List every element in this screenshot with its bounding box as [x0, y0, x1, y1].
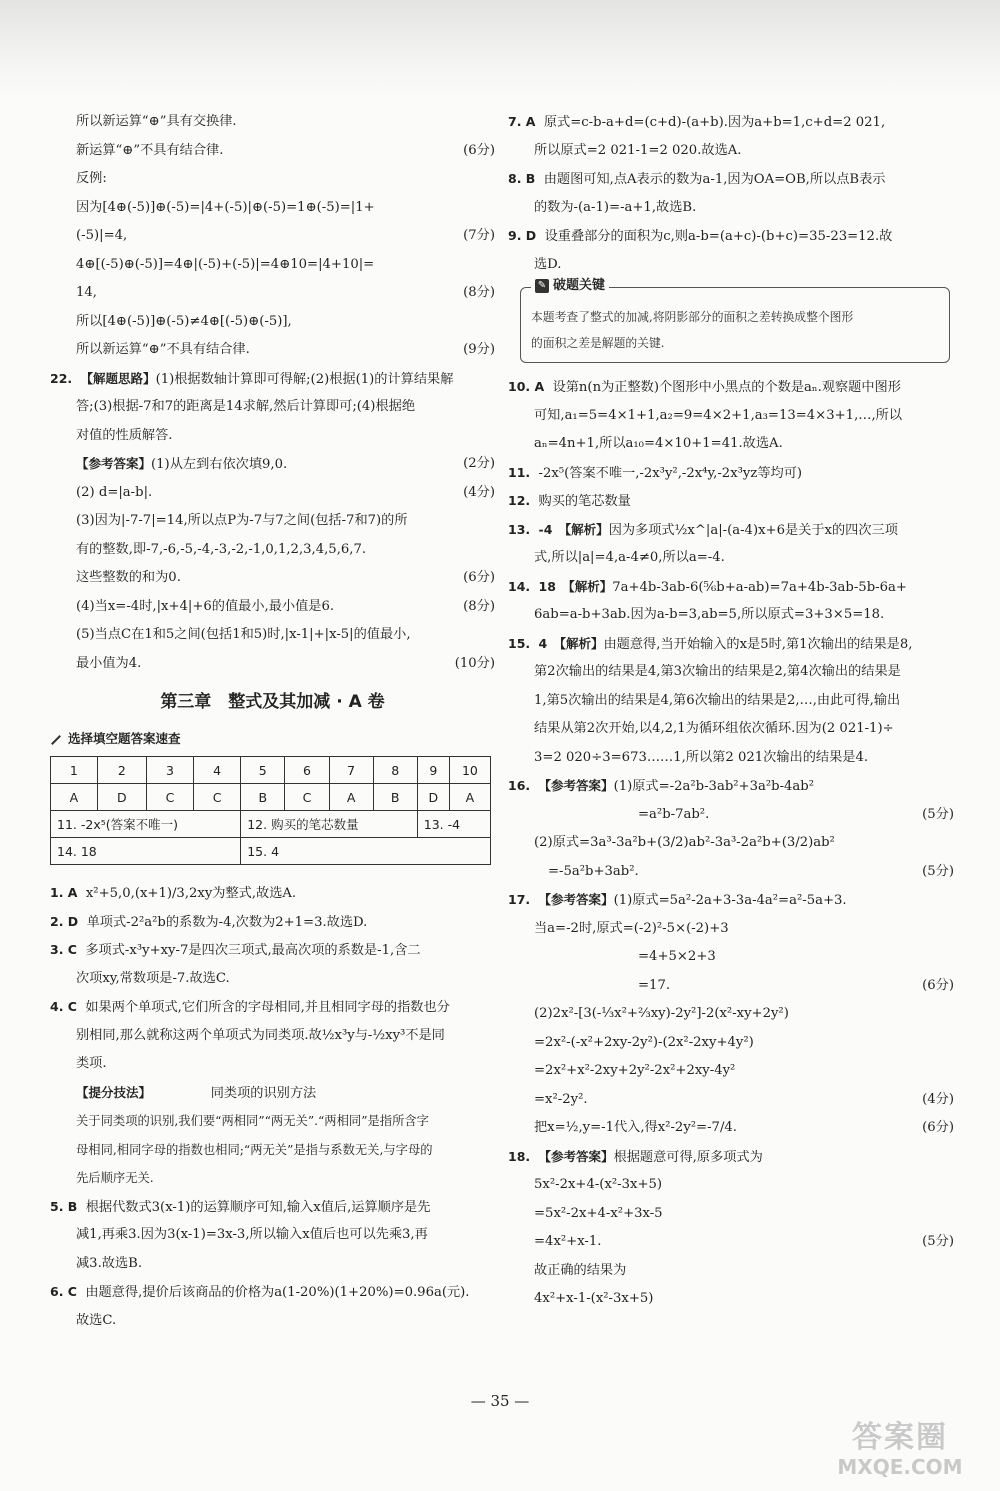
item-number: 14.	[508, 578, 531, 594]
text-line	[50, 365, 495, 394]
text-line	[508, 601, 954, 630]
text-line	[508, 715, 954, 744]
line-text: (-5)|=4,	[76, 228, 128, 243]
answers-10-18	[508, 373, 954, 1314]
text-line	[50, 165, 495, 194]
key-icon: ✎	[535, 279, 549, 293]
table-cell: 4	[194, 757, 241, 784]
line-text: 因为[4⊕(-5)]⊕(-5)=|4+(-5)|⊕(-5)=1⊕(-5)=|1+	[76, 199, 375, 215]
line-text: (2) d=|a-b|.	[76, 484, 153, 500]
text-line	[508, 943, 954, 972]
line-text: =x²-2y².	[534, 1091, 588, 1107]
text-line	[50, 1050, 495, 1079]
watermark-text: 答案圈	[852, 1420, 948, 1455]
text-line	[508, 744, 954, 773]
section-tag: 【解题思路】	[80, 370, 156, 386]
table-cell: 14. 18	[51, 838, 241, 865]
text-line	[50, 1164, 495, 1193]
score: (6分)	[922, 1120, 954, 1135]
line-text: 次项xy,常数项是-7.故选C.	[76, 970, 230, 986]
right-column	[508, 108, 954, 1314]
text-line	[50, 1107, 495, 1136]
table-row	[51, 757, 491, 784]
line-text: 5x²-2x+4-(x²-3x+5)	[534, 1177, 663, 1192]
text-line	[508, 1228, 954, 1257]
item-number: 15.	[508, 635, 531, 651]
text-line	[50, 965, 495, 994]
section-tag: 4 【解析】	[538, 635, 604, 651]
key-point-body	[531, 294, 939, 356]
score: (5分)	[922, 1234, 954, 1249]
text-line	[50, 393, 495, 422]
left-column	[50, 108, 495, 1335]
line-text: 减3.故选B.	[76, 1255, 143, 1271]
table-cell: 3	[146, 757, 193, 784]
text-line	[50, 251, 495, 280]
item-number: 17.	[508, 892, 531, 907]
text-line	[508, 886, 954, 915]
line-text: 4⊕[(-5)⊕(-5)]=4⊕|(-5)+(-5)|=4⊕10=|4+10|=	[76, 256, 375, 272]
solution-21-continued	[50, 108, 495, 678]
table-cell: C	[146, 784, 193, 811]
line-text: 3=2 020÷3=673……1,所以第2 021次输出的结果是4.	[534, 749, 869, 765]
table-cell: 11. -2x⁵(答案不唯一)	[51, 811, 241, 838]
score: (4分)	[922, 1091, 954, 1107]
line-text: 多项式-x³y+xy-7是四次三项式,最高次项的系数是-1,含二	[85, 943, 421, 958]
line-text: 结果从第2次开始,以4,2,1为循环组依次循环.因为(2 021-1)÷	[534, 721, 894, 736]
score: (4分)	[463, 484, 495, 500]
line-text: (1)原式=-2a²b-3ab²+3a²b-4ab²	[613, 779, 815, 794]
line-text: (1)根据数轴计算即可得解;(2)根据(1)的计算结果解	[155, 371, 454, 387]
text-line	[50, 108, 495, 137]
line-text: 这些整数的和为0.	[76, 570, 181, 585]
line-text: 由题意得,提价后该商品的价格为a(1-20%)(1+20%)=0.96a(元).	[85, 1285, 470, 1300]
line-text: 由题意得,当开始输入的x是5时,第1次输出的结果是8,	[603, 636, 913, 652]
text-line	[508, 1200, 954, 1229]
text-line	[508, 658, 954, 687]
table-cell: 12. 购买的笔芯数量	[241, 811, 418, 838]
item-number: 1. A	[50, 885, 78, 900]
line-text: x²+5,0,(x+1)/3,2xy为整式,故选A.	[85, 886, 297, 901]
table-cell: 13. -4	[417, 811, 490, 838]
text-line	[50, 536, 495, 565]
line-text: (2)2x²-[3(-⅓x²+⅔xy)-2y²]-2(x²-xy+2y²)	[534, 1006, 789, 1021]
table-cell: 1	[51, 757, 98, 784]
line-text: 选D.	[534, 256, 562, 272]
key-point-line: 的面积之差是解题的关键.	[531, 336, 665, 350]
line-text: 关于同类项的识别,我们要“两相同”“两无关”.“两相同”是指所含字	[76, 1114, 429, 1128]
score: (8分)	[463, 285, 495, 300]
item-number: 4. C	[50, 999, 77, 1014]
line-text: =2x²+x²-2xy+2y²-2x²+2xy-4y²	[534, 1063, 736, 1078]
line-text: 4x²+x-1-(x²-3x+5)	[534, 1291, 654, 1306]
page-number: — 35 —	[470, 1392, 530, 1410]
line-text: 所以新运算“⊕”具有交换律.	[76, 114, 237, 129]
line-text: 把x=½,y=-1代入,得x²-2y²=-7/4.	[534, 1120, 737, 1135]
table-cell: A	[329, 784, 373, 811]
text-line	[508, 165, 954, 194]
score: (6分)	[463, 570, 495, 585]
text-line	[50, 308, 495, 337]
key-point-title-text: 破题关键	[553, 278, 606, 293]
text-line	[508, 1143, 954, 1172]
text-line	[508, 1029, 954, 1058]
line-text: 单项式-2²a²b的系数为-4,次数为2+1=3.故选D.	[86, 914, 368, 930]
text-line	[50, 450, 495, 479]
line-text: 故正确的结果为	[534, 1262, 627, 1278]
text-line	[50, 422, 495, 451]
text-line	[508, 222, 954, 251]
section-tag: 【参考答案】	[538, 1148, 614, 1164]
table-cell: 15. 4	[241, 838, 491, 865]
line-text: (4)当x=-4时,|x+4|+6的值最小,最小值是6.	[76, 598, 335, 614]
key-point-line: 本题考查了整式的加减,将阴影部分的面积之差转换成整个图形	[531, 310, 854, 324]
text-line	[50, 1079, 495, 1108]
text-line	[50, 507, 495, 536]
text-line	[50, 936, 495, 965]
line-text: 答;(3)根据-7和7的距离是14求解,然后计算即可;(4)根据绝	[76, 399, 416, 414]
line-text: 的数为-(a-1)=-a+1,故选B.	[534, 199, 697, 215]
line-text: =a²b-7ab².	[638, 806, 710, 822]
item-number: 7. A	[508, 114, 536, 129]
section-tag: 【参考答案】	[538, 892, 614, 907]
line-text: 母相同,相同字母的指数也相同;“两无关”是指与系数无关,与字母的	[76, 1142, 433, 1157]
text-line	[508, 137, 954, 166]
line-text: 同类项的识别方法	[144, 1085, 317, 1101]
item-number: 8. B	[508, 171, 536, 186]
text-line	[50, 1278, 495, 1307]
chapter-title: 第三章 整式及其加减 · A 卷	[160, 692, 385, 712]
line-text: 第2次输出的结果是4,第3次输出的结果是2,第4次输出的结果是	[534, 664, 901, 679]
text-line	[508, 373, 954, 402]
score: (6分)	[463, 142, 495, 158]
text-line	[508, 516, 954, 545]
line-text: =17.	[638, 977, 671, 993]
text-line	[508, 772, 954, 801]
section-tag: 18 【解析】	[538, 578, 613, 594]
text-line	[508, 915, 954, 944]
quick-answer-table	[50, 756, 491, 865]
item-number: 10. A	[508, 379, 545, 394]
text-line	[50, 1022, 495, 1051]
answers-1-6	[50, 879, 495, 1335]
text-line	[50, 879, 495, 908]
text-line	[50, 1250, 495, 1279]
text-line	[50, 137, 495, 166]
table-cell: 8	[373, 757, 417, 784]
line-text: =-5a²b+3ab².	[548, 863, 639, 879]
table-cell: C	[285, 784, 329, 811]
line-text: 对值的性质解答.	[76, 427, 173, 443]
line-text: 如果两个单项式,它们所含的字母相同,并且相同字母的指数也分	[85, 1000, 450, 1015]
text-line	[508, 402, 954, 431]
text-line	[50, 908, 495, 937]
table-row	[51, 838, 491, 865]
line-text: 最小值为4.	[76, 655, 142, 671]
line-text: 1,第5次输出的结果是4,第6次输出的结果是2,…,由此可得,输出	[534, 692, 901, 708]
text-line	[508, 1285, 954, 1314]
line-text: 14,	[76, 285, 97, 300]
score: (10分)	[454, 655, 495, 671]
watermark-url: MXQE.COM	[837, 1455, 963, 1479]
line-text: 购买的笔芯数量	[538, 494, 631, 509]
item-number: 9. D	[508, 228, 537, 243]
line-text: 6ab=a-b+3ab.因为a-b=3,ab=5,所以原式=3+3×5=18.	[534, 607, 885, 622]
line-text: 减1,再乘3.因为3(x-1)=3x-3,所以输入x值后也可以先乘3,再	[76, 1227, 428, 1242]
line-text: =4+5×2+3	[638, 949, 716, 964]
table-cell: 10	[449, 757, 490, 784]
table-cell: B	[241, 784, 285, 811]
item-number: 5. B	[50, 1198, 78, 1214]
table-cell: 2	[97, 757, 146, 784]
score: (2分)	[463, 456, 495, 471]
table-cell: 7	[329, 757, 373, 784]
line-text: (5)当点C在1和5之间(包括1和5)时,|x-1|+|x-5|的值最小,	[76, 627, 411, 642]
key-point-title	[531, 274, 609, 293]
text-line	[50, 650, 495, 679]
item-number: 11.	[508, 464, 531, 480]
table-cell: 5	[241, 757, 285, 784]
line-text: 所以[4⊕(-5)]⊕(-5)≠4⊕[(-5)⊕(-5)],	[76, 313, 292, 329]
table-cell: A	[51, 784, 98, 811]
line-text: (2)原式=3a³-3a²b+(3/2)ab²-3a³-2a²b+(3/2)ab²	[534, 835, 835, 850]
text-line	[50, 1221, 495, 1250]
text-line	[508, 801, 954, 830]
line-text: 当a=-2时,原式=(-2)²-5×(-2)+3	[534, 920, 729, 936]
text-line	[50, 1136, 495, 1165]
line-text: 7a+4b-3ab-6(⅚b+a-ab)=7a+4b-3ab-5b-6a+	[612, 579, 907, 595]
table-cell: D	[417, 784, 449, 811]
item-number: 6. C	[50, 1284, 77, 1299]
line-text: 根据题意可得,原多项式为	[613, 1149, 763, 1165]
table-cell: 9	[417, 757, 449, 784]
line-text: =5x²-2x+4-x²+3x-5	[534, 1205, 663, 1221]
line-text: 反例:	[76, 171, 107, 186]
text-line	[508, 630, 954, 659]
text-line	[508, 1257, 954, 1286]
text-line	[508, 430, 954, 459]
section-tag: 【参考答案】	[76, 456, 152, 471]
text-line	[50, 593, 495, 622]
text-line	[508, 487, 954, 516]
line-text: 因为多项式½x^|a|-(a-4)x+6是关于x的四次三项	[608, 522, 898, 538]
text-line	[508, 687, 954, 716]
score: (7分)	[463, 228, 495, 243]
item-number: 22.	[50, 370, 73, 386]
watermark-logo	[815, 1420, 985, 1482]
item-number: 12.	[508, 493, 531, 508]
text-line	[508, 573, 954, 602]
text-line	[50, 479, 495, 508]
pen-icon	[51, 735, 61, 745]
line-text: =4x²+x-1.	[534, 1234, 602, 1249]
item-number: 13.	[508, 521, 531, 537]
line-text: 故选C.	[76, 1312, 117, 1328]
text-line	[508, 459, 954, 488]
line-text: 式,所以|a|=4,a-4≠0,所以a=-4.	[534, 550, 725, 565]
line-text: 所以原式=2 021-1=2 020.故选A.	[534, 142, 742, 158]
text-line	[508, 1114, 954, 1143]
line-text: =2x²-(-x²+2xy-2y²)-(2x²-2xy+4y²)	[534, 1034, 754, 1050]
line-text: 类项.	[76, 1056, 107, 1071]
section-tag: -4 【解析】	[538, 521, 609, 537]
score: (6分)	[922, 977, 954, 993]
line-text: aₙ=4n+1,所以a₁₀=4×10+1=41.故选A.	[534, 436, 783, 451]
line-text: 别相同,那么就称这两个单项式为同类项.故½x³y与-½xy³不是同	[76, 1027, 445, 1043]
line-text: 由题图可知,点A表示的数为a-1,因为OA=OB,所以点B表示	[543, 172, 886, 187]
text-line	[50, 1307, 495, 1336]
line-text: 可知,a₁=5=4×1+1,a₂=9=4×2+1,a₃=13=4×3+1,…,所以	[534, 407, 903, 423]
item-number: 3. C	[50, 942, 77, 957]
line-text: (1)原式=5a²-2a+3-3a-4a²=a²-5a+3.	[613, 893, 847, 908]
score: (5分)	[922, 863, 954, 879]
key-point-box	[520, 278, 950, 363]
section-tag: 【参考答案】	[538, 778, 614, 793]
text-line	[50, 279, 495, 308]
text-line	[50, 621, 495, 650]
text-line	[50, 222, 495, 251]
text-line	[50, 993, 495, 1022]
score: (5分)	[922, 806, 954, 822]
text-line	[50, 336, 495, 365]
text-line	[50, 194, 495, 223]
scan-top-band	[0, 0, 1000, 100]
line-text: 新运算“⊕”不具有结合律.	[76, 142, 224, 158]
item-number: 16.	[508, 778, 531, 793]
line-text: (3)因为|-7-7|=14,所以点P为-7与7之间(包括-7和7)的所	[76, 513, 408, 528]
text-line	[508, 194, 954, 223]
line-text: 有的整数,即-7,-6,-5,-4,-3,-2,-1,0,1,2,3,4,5,6,7.	[76, 541, 367, 557]
quick-answer-header	[50, 726, 495, 752]
quick-answer-header-text: 选择填空题答案速查	[68, 731, 181, 746]
score: (8分)	[463, 598, 495, 614]
table-row	[51, 784, 491, 811]
table-cell: A	[449, 784, 490, 811]
text-line	[508, 1086, 954, 1115]
text-line	[508, 1000, 954, 1029]
text-line	[508, 972, 954, 1001]
line-text: (1)从左到右依次填9,0.	[151, 457, 288, 472]
answers-7-9	[508, 108, 954, 279]
text-line	[508, 1057, 954, 1086]
line-text: -2x⁵(答案不唯一,-2x³y²,-2x⁴y,-2x³yz等均可)	[538, 465, 803, 481]
text-line	[50, 564, 495, 593]
table-cell: C	[194, 784, 241, 811]
text-line	[508, 858, 954, 887]
table-row	[51, 811, 491, 838]
line-text: 所以新运算“⊕”不具有结合律.	[76, 342, 250, 357]
line-text: 先后顺序无关.	[76, 1171, 154, 1185]
score: (9分)	[463, 342, 495, 357]
line-text: 根据代数式3(x-1)的运算顺序可知,输入x值后,运算顺序是先	[85, 1199, 431, 1215]
text-line	[508, 544, 954, 573]
item-number: 18.	[508, 1148, 531, 1164]
line-text: 原式=c-b-a+d=(c+d)-(a+b).因为a+b=1,c+d=2 021,	[543, 115, 886, 130]
table-cell: B	[373, 784, 417, 811]
section-tag: 【提分技法】	[76, 1084, 145, 1100]
text-line	[508, 829, 954, 858]
item-number: 2. D	[50, 913, 79, 929]
table-cell: 6	[285, 757, 329, 784]
line-text: 设重叠部分的面积为c,则a-b=(a+c)-(b+c)=35-23=12.故	[544, 229, 893, 244]
text-line	[508, 108, 954, 137]
line-text: 设第n(n为正整数)个图形中小黑点的个数是aₙ.观察题中图形	[552, 380, 901, 395]
text-line	[508, 1171, 954, 1200]
text-line	[50, 1193, 495, 1222]
table-cell: D	[97, 784, 146, 811]
